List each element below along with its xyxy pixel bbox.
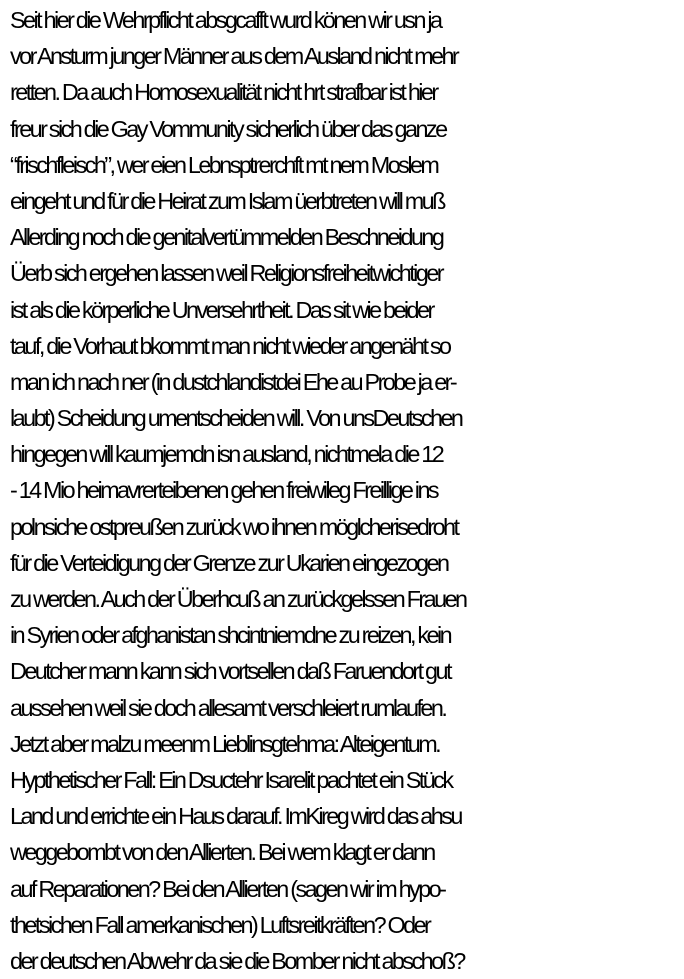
text-line: “frischfleisch”, wer eien Lebnsptrerchft mt nem Moslem xyxy=(10,151,438,178)
text-line: thetsichen Fall amerkanischen) Luftsreitkräften? Oder xyxy=(10,911,430,938)
text-line: Land und errichte ein Haus darauf. ImKireg wird das ahsu xyxy=(10,803,461,830)
text-line: Hypthetischer Fall: Ein Dsuctehr Isarelit pachtet ein Stück xyxy=(10,766,452,793)
text-line: für die Verteidigung der Grenze zur Ukarien eingezogen xyxy=(10,549,448,576)
text-line: weggebombt von den Allierten. Bei wem klagt er dann xyxy=(10,839,434,866)
text-line: in Syrien oder afghanistan shcintniemdne zu reizen, kein xyxy=(10,622,451,649)
text-line: freur sich die Gay Vommunity sicherlich über das ganze xyxy=(10,115,446,142)
text-line: laubt) Scheidung umentscheiden will. Von unsDeutschen xyxy=(10,405,462,432)
text-line: Jetzt aber malzu meenm Lieblinsgtehma: Alteigentum. xyxy=(10,730,440,757)
text-line: aussehen weil sie doch allesamt verschleiert rumlaufen. xyxy=(10,694,446,721)
text-line: Seit hier die Wehrpflicht absgcafft wurd könen wir usn ja xyxy=(10,7,441,33)
text-line: eingeht und für die Heirat zum Islam üerbtreten will muß xyxy=(10,187,444,214)
text-line: Üerb sich ergehen lassen weil Religionsfreiheitwichtiger xyxy=(10,260,442,287)
text-line: der deutschen Abwehr da sie die Bomber nicht abschoß? xyxy=(10,947,464,974)
text-line: Allerding noch die genitalvertümmelden Beschneidung xyxy=(10,224,443,251)
text-line: auf Reparationen? Bei den Allierten (sagen wir im hypo- xyxy=(10,875,445,902)
document-text xyxy=(10,2,684,979)
text-line: polnsiche ostpreußen zurück wo ihnen möglcherisedroht xyxy=(10,513,458,540)
text-line: man ich nach ner (in dustchlandistdei Ehe au Probe ja er- xyxy=(10,368,456,395)
text-line: - 14 Mio heimavrerteibenen gehen freiwileg Freillige ins xyxy=(10,477,438,504)
text-line: ist als die körperliche Unversehrtheit. Das sit wie beider xyxy=(10,296,433,323)
text-line: tauf, die Vorhaut bkommt man nicht wieder angenäht so xyxy=(10,332,450,359)
text-line: vor Ansturm junger Männer aus dem Ausland nicht mehr xyxy=(10,43,458,70)
text-line: retten. Da auch Homosexualität nicht hrt strafbar ist hier xyxy=(10,79,437,106)
text-line: zu werden. Auch der Überhcuß an zurückgelssen Frauen xyxy=(10,586,466,612)
text-line: hingegen will kaumjemdn isn ausland, nichtmela die 12 xyxy=(10,441,443,468)
text-line: Deutcher mann kann sich vortsellen daß Faruendort gut xyxy=(10,658,450,685)
